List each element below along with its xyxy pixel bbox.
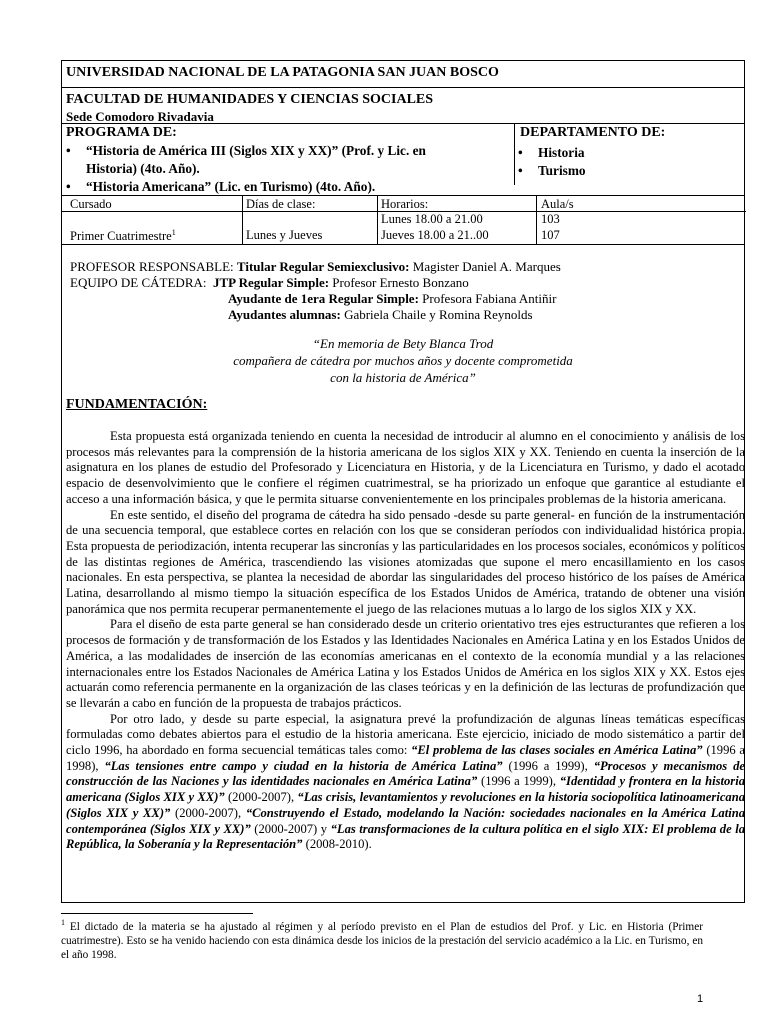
bullet-icon: •	[66, 143, 71, 158]
table-header: Aula/s	[541, 197, 574, 211]
topic-title: “Identidad y frontera en la historia americana (Siglos XIX y XX)”	[66, 774, 745, 805]
staff-role: Ayudante de 1era Regular Simple:	[228, 291, 419, 306]
topic-title: “Construyendo el Estado, modelando la Nación: sociedades nacionales en la América Latina contemporánea (Siglos XIX y XX)”	[66, 805, 745, 836]
divider	[242, 196, 243, 244]
paragraph	[66, 712, 745, 853]
staff-role: JTP Regular Simple:	[213, 275, 330, 290]
department-item-text: Turismo	[538, 163, 586, 178]
divider	[62, 123, 744, 124]
footnote-ref: 1	[171, 228, 176, 237]
staff-block	[62, 247, 744, 321]
staff-label: EQUIPO DE CÁTEDRA:	[70, 275, 207, 290]
course-table	[62, 195, 744, 245]
document-frame	[61, 60, 745, 903]
program-item	[66, 142, 506, 178]
department-item	[518, 162, 586, 180]
topic-years: (2000-2007),	[175, 805, 242, 820]
table-cell: Lunes y Jueves	[246, 228, 323, 242]
program-list	[66, 142, 506, 196]
topic-years: (2000-2007),	[227, 790, 295, 805]
department-label: DEPARTAMENTO DE:	[520, 125, 666, 140]
faculty-block	[62, 88, 744, 194]
paragraph: Para el diseño de esta parte general se han considerado desde un criterio orientativo tres ejes estructurantes que refieren a los procesos de formación y de transformación de los Estados y las Identidades Nacionales en América Latina y en los Estados Unidos de América, a las modalidades de inserción de las economías americanas en el contexto de la economía mundial y a las relaciones internacionales entre los Estados Nacionales de América Latina y los Estados Unidos de América en los siglos XIX y XX. Estos ejes actuarán como referencia permanente en la organización de las clases teóricas y en la definición de las lecturas de profundización que se llevarán a cabo en función de la propuesta de trabajos prácticos.	[66, 617, 745, 710]
topic-title: “Las crisis, levantamientos y revoluciones en la historia sociopolítica latinoamericana (Siglos XIX y XX)”	[66, 790, 746, 820]
page-number: 1	[697, 993, 704, 1005]
paragraph: En este sentido, el diseño del programa de cátedra ha sido pensado -desde su parte general- en función de la instrumentación de una secuencia temporal, que establece cortes en relación con los que se consideran períodos con individualidad histórica propia. Esta propuesta de periodización, intenta recuperar las sincronías y las particularidades en los procesos sociales, económicos y políticos de las distintas regiones de América, trascendiendo las visiones atomizadas que supone el mero encasillamiento en los casos nacionales. En esta perspectiva, se plantea la necesidad de abordar las singularidades del proceso histórico de los países de América Latina, desarrollando al mismo tiempo la situación específica de los Estados Unidos de América, tratando de obtener una visión panorámica que nos permita recuperar permanentemente el juego de las relaciones mutuas a lo largo de los siglos XIX y XX.	[66, 507, 745, 616]
staff-line	[70, 259, 561, 275]
staff-name: Gabriela Chaile y Romina Reynolds	[344, 307, 533, 322]
bullet-icon: •	[518, 145, 523, 160]
dedication-line: “En memoria de Bety Blanca Trod	[312, 336, 494, 351]
program-item-text: “Historia de América III (Siglos XIX y XX)” (Prof. y Lic. en	[86, 143, 426, 158]
table-cell: Jueves 18.00 a 21..00	[381, 228, 489, 242]
dedication-line: con la historia de América”	[330, 370, 476, 385]
footnote-text: El dictado de la materia se ha ajustado al régimen y al período previsto en el Plan de estudios del Prof. y Lic. en Historia (Primer cuatrimestre). Esto se ha venido haciendo con esta dinámica desde los inicios de la prestación del servicio académico a la Lic. en Turismo, en el año 1998.	[61, 920, 703, 961]
cursado-value: Primer Cuatrimestre	[70, 229, 172, 244]
table-cell: 103	[541, 212, 560, 226]
staff-role: Ayudantes alumnas:	[228, 307, 341, 322]
staff-line	[228, 307, 533, 323]
program-item-text: “Historia Americana” (Lic. en Turismo) (4to. Año).	[86, 179, 376, 194]
topic-title: “El problema de las clases sociales en América Latina”	[411, 743, 703, 758]
program-item-text: Historia) (4to. Año).	[86, 161, 200, 176]
dedication-line: compañera de cátedra por muchos años y docente comprometida	[233, 353, 573, 368]
topic-years: (1996 a 1998),	[66, 743, 745, 773]
section-title: FUNDAMENTACIÓN:	[66, 397, 208, 412]
department-item-text: Historia	[538, 145, 585, 160]
paragraph: Esta propuesta está organizada teniendo en cuenta la necesidad de introducir al alumno en el conocimiento y análisis de los procesos más relevantes para la comprensión de la historia americana de los siglos XIX y XX. Teniendo en cuenta la inserción de la asignatura en los planes de estudio del Profesorado y Licenciatura en Historia, y de la Licenciatura en Turismo, y dado el acotado espacio de desenvolvimiento que le confiere el régimen cuatrimestral, se ha priorizado un enfoque que garantice al estudiante el acceso a una información básica, y que le permita situarse convenientemente en los principales problemas de la historia americana.	[66, 429, 745, 506]
topic-years: (2008-2010).	[305, 837, 372, 852]
table-cell: Lunes 18.00 a 21.00	[381, 212, 483, 226]
program-item	[66, 178, 506, 196]
program-label: PROGRAMA DE:	[66, 125, 177, 140]
topic-title: “Procesos y mecanismos de construcción de las Naciones y las identidades nacionales en América Latina”	[66, 758, 745, 789]
dedication	[62, 335, 744, 386]
topic-title: “Las transformaciones de la cultura política en el siglo XIX: El problema de la República, la Soberanía y la Representación”	[66, 821, 745, 852]
topic-title: “Las tensiones entre campo y ciudad en la historia de América Latina”	[104, 758, 503, 773]
campus-name: Sede Comodoro Rivadavia	[66, 109, 214, 124]
footnote	[61, 916, 703, 962]
body-text	[66, 429, 745, 853]
footnote-mark: 1	[61, 918, 65, 927]
table-header: Horarios:	[381, 197, 429, 211]
staff-name: Magister Daniel A. Marques	[412, 259, 561, 274]
staff-line	[228, 291, 556, 307]
table-cell	[70, 228, 176, 244]
staff-name: Profesor Ernesto Bonzano	[332, 275, 469, 290]
divider	[536, 196, 537, 244]
staff-name: Profesora Fabiana Antiñir	[422, 291, 557, 306]
bullet-icon: •	[66, 179, 71, 194]
divider	[514, 123, 515, 185]
topic-years: (1996 a 1999),	[508, 758, 588, 773]
table-header: Días de clase:	[246, 197, 316, 211]
bullet-icon: •	[518, 163, 523, 178]
department-item	[518, 144, 586, 162]
table-header: Cursado	[70, 197, 112, 211]
faculty-name: FACULTAD DE HUMANIDADES Y CIENCIAS SOCIALES	[66, 92, 434, 107]
staff-role: Titular Regular Semiexclusivo:	[236, 259, 410, 274]
staff-line	[70, 275, 469, 291]
divider	[377, 196, 378, 244]
topic-years: (1996 a 1999),	[481, 774, 556, 789]
table-cell: 107	[541, 228, 560, 242]
university-name: UNIVERSIDAD NACIONAL DE LA PATAGONIA SAN JUAN BOSCO	[62, 61, 744, 88]
staff-label: PROFESOR RESPONSABLE:	[70, 259, 234, 274]
department-list	[518, 144, 586, 180]
footnote-rule	[61, 913, 253, 914]
topic-years: (2000-2007) y	[254, 821, 328, 836]
paragraph-text: Por otro lado, y desde su parte especial, la asignatura prevé la profundización de algunas líneas temáticas específicas formuladas como debates abiertos para el estudio de la historia americana. Este ejercicio, iniciado de modo sistemático a partir del ciclo 1996, ha abordado en forma secuencial temáticas tales como:	[66, 711, 745, 758]
